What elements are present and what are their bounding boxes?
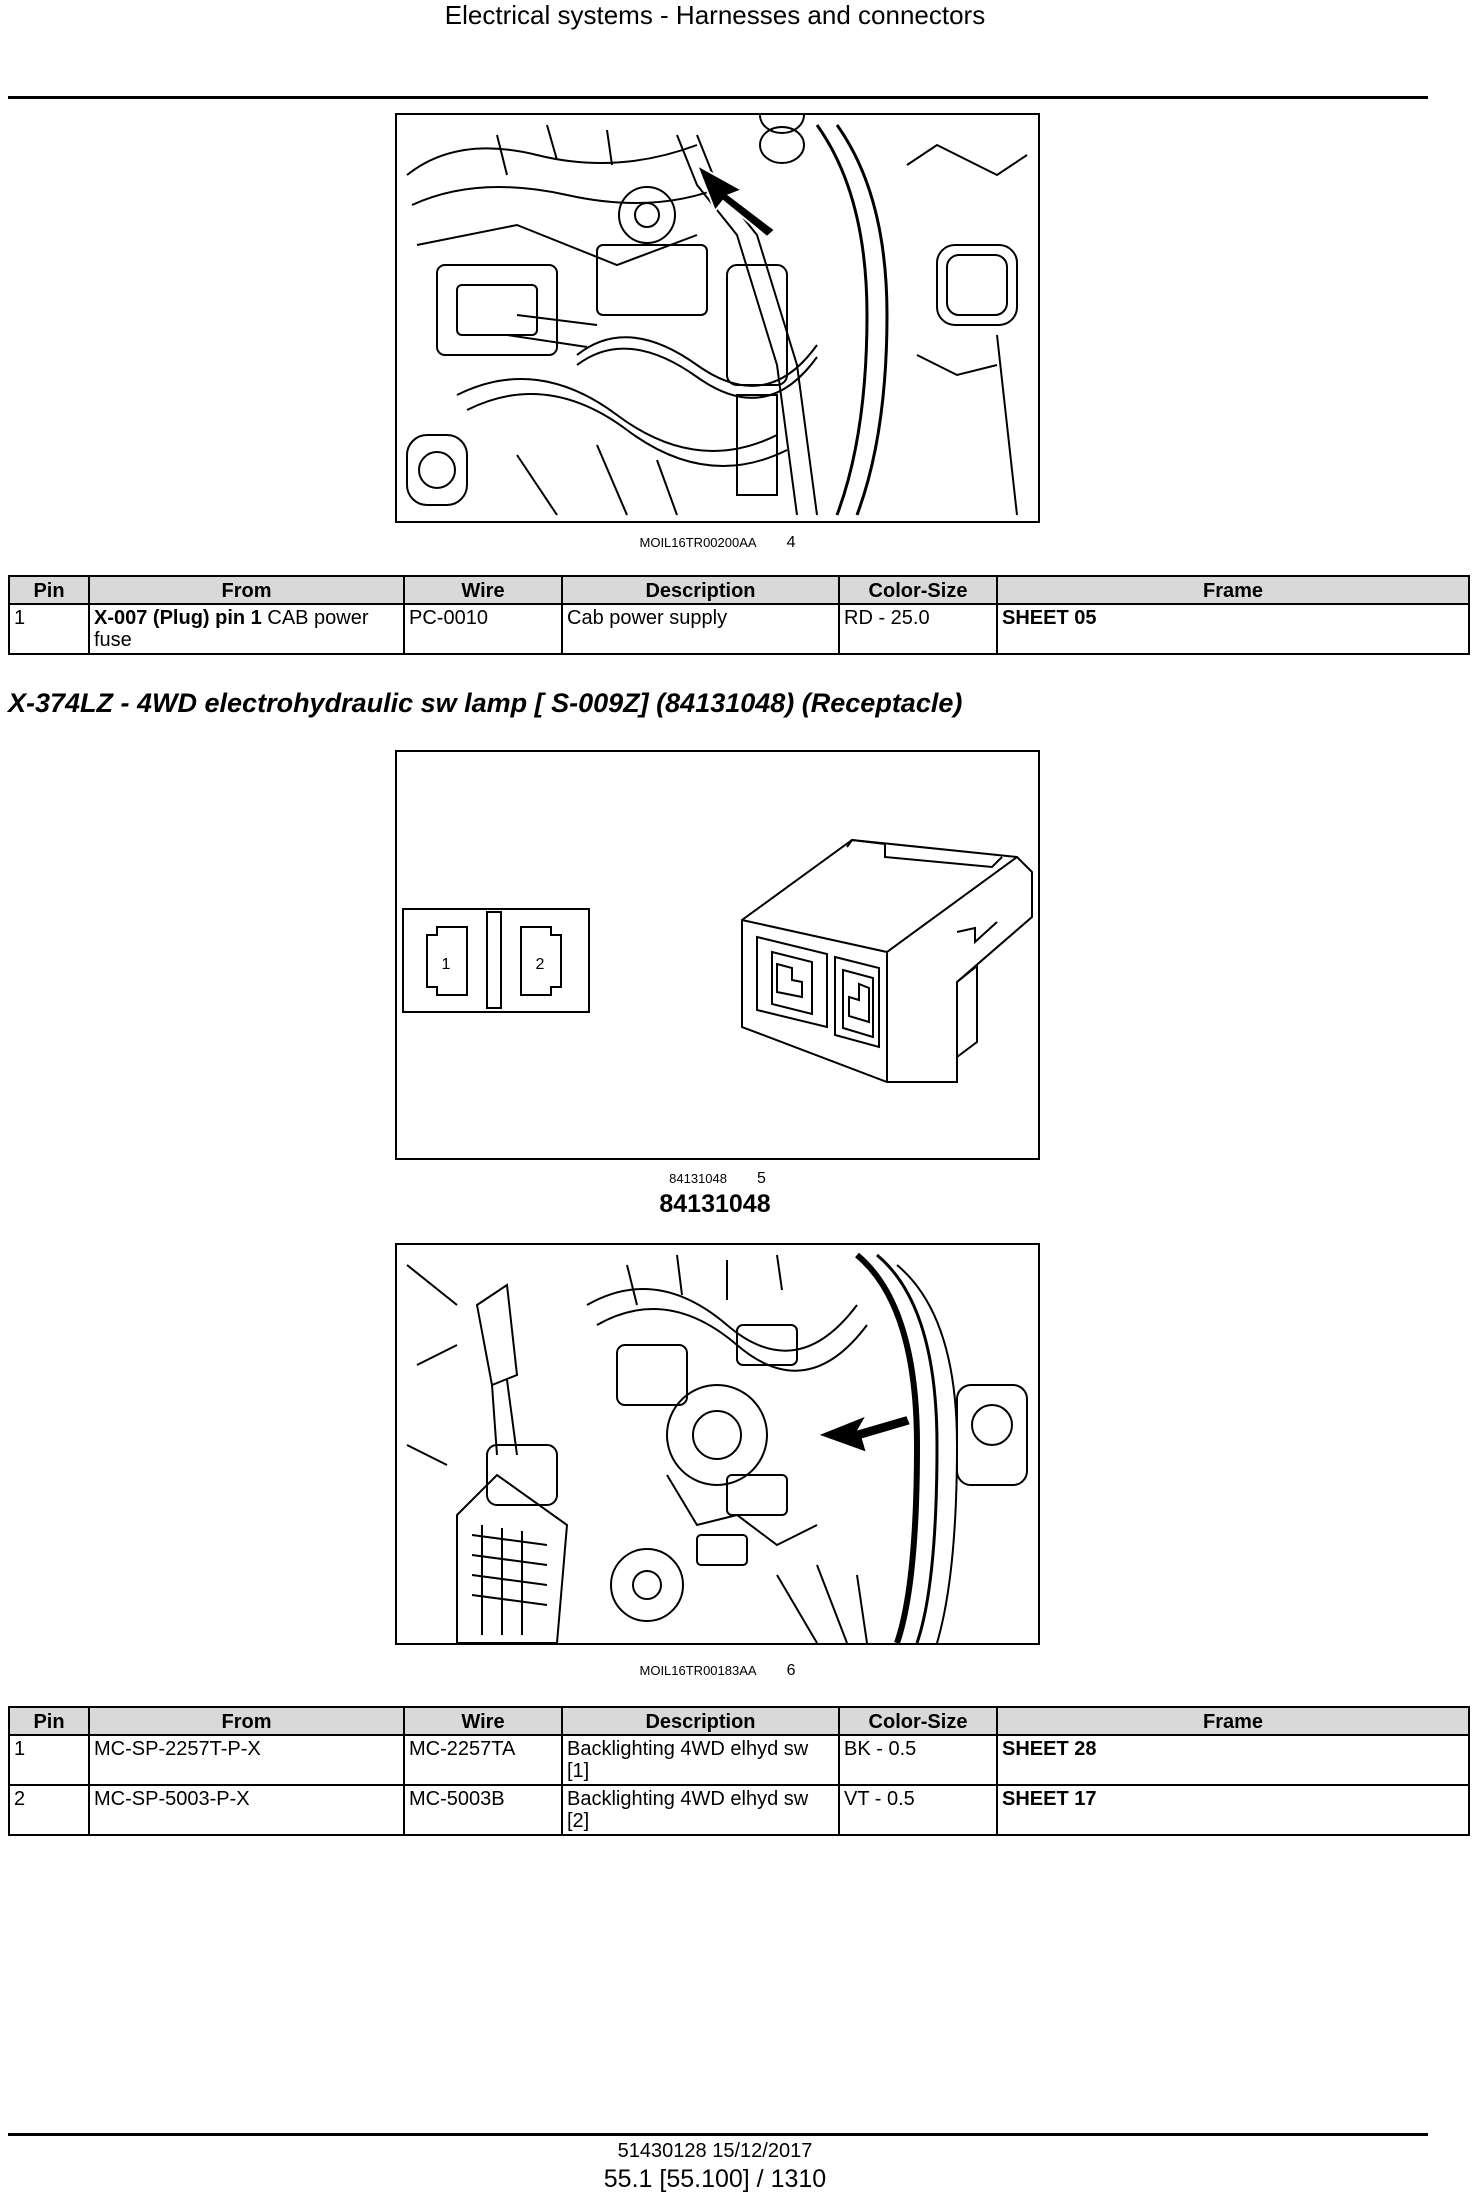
cell-color-size: RD - 25.0 <box>839 604 997 654</box>
col-description: Description <box>562 1707 839 1735</box>
page-title: Electrical systems - Harnesses and connectors <box>444 0 986 30</box>
connector-section-title: X-374LZ - 4WD electrohydraulic sw lamp [ S-009Z] (84131048) (Receptacle) <box>8 688 963 718</box>
col-frame: Frame <box>997 576 1469 604</box>
wire-table-1 <box>8 575 1470 655</box>
table-row <box>9 1735 1469 1785</box>
from-detail: CAB power fuse <box>94 607 369 651</box>
col-from: From <box>89 1707 404 1735</box>
part-number-heading: 84131048 <box>659 1190 771 1218</box>
col-color-size: Color-Size <box>839 1707 997 1735</box>
cell-pin: 2 <box>9 1785 89 1835</box>
col-color-size: Color-Size <box>839 576 997 604</box>
figure-number: 4 <box>786 534 796 551</box>
cell-wire: PC-0010 <box>404 604 562 654</box>
cell-description: Backlighting 4WD elhyd sw [2] <box>562 1785 839 1835</box>
col-pin: Pin <box>9 1707 89 1735</box>
figure-code: 84131048 <box>669 1171 727 1186</box>
figure-code: MOIL16TR00183AA <box>639 1663 757 1678</box>
connector-diagram <box>395 750 1040 1160</box>
cab-switch-location-illustration <box>395 1243 1040 1645</box>
cell-frame: SHEET 17 <box>997 1785 1469 1835</box>
cell-color-size: BK - 0.5 <box>839 1735 997 1785</box>
cell-pin: 1 <box>9 1735 89 1785</box>
footer-divider <box>8 2133 1428 2136</box>
col-description: Description <box>562 576 839 604</box>
col-wire: Wire <box>404 1707 562 1735</box>
cell-from <box>89 604 404 654</box>
pin-label-1: 1 <box>441 956 451 973</box>
cell-wire: MC-2257TA <box>404 1735 562 1785</box>
page-number: 55.1 [55.100] / 1310 <box>603 2165 827 2193</box>
cell-frame: SHEET 28 <box>997 1735 1469 1785</box>
from-connector: X-007 (Plug) pin 1 <box>94 607 262 629</box>
col-frame: Frame <box>997 1707 1469 1735</box>
cell-from: MC-SP-5003-P-X <box>89 1785 404 1835</box>
header-divider <box>8 96 1428 99</box>
document-id: 51430128 15/12/2017 <box>617 2140 813 2162</box>
cell-color-size: VT - 0.5 <box>839 1785 997 1835</box>
pin-label-2: 2 <box>535 956 545 973</box>
table-row <box>9 1785 1469 1835</box>
col-wire: Wire <box>404 576 562 604</box>
figure-number: 5 <box>756 1170 766 1187</box>
table-header-row <box>9 1707 1469 1735</box>
cell-description: Cab power supply <box>562 604 839 654</box>
figure-number: 6 <box>786 1662 796 1679</box>
col-from: From <box>89 576 404 604</box>
figure-code: MOIL16TR00200AA <box>639 535 757 550</box>
col-pin: Pin <box>9 576 89 604</box>
cell-frame: SHEET 05 <box>997 604 1469 654</box>
cell-wire: MC-5003B <box>404 1785 562 1835</box>
table-row <box>9 604 1469 654</box>
cell-description: Backlighting 4WD elhyd sw [1] <box>562 1735 839 1785</box>
wire-table-2 <box>8 1706 1470 1836</box>
cell-pin: 1 <box>9 604 89 654</box>
engine-bay-illustration-top <box>395 113 1040 523</box>
table-header-row <box>9 576 1469 604</box>
figure-4-caption <box>395 534 1040 552</box>
cell-from: MC-SP-2257T-P-X <box>89 1735 404 1785</box>
figure-5-caption <box>395 1170 1040 1188</box>
figure-6-caption <box>395 1662 1040 1680</box>
